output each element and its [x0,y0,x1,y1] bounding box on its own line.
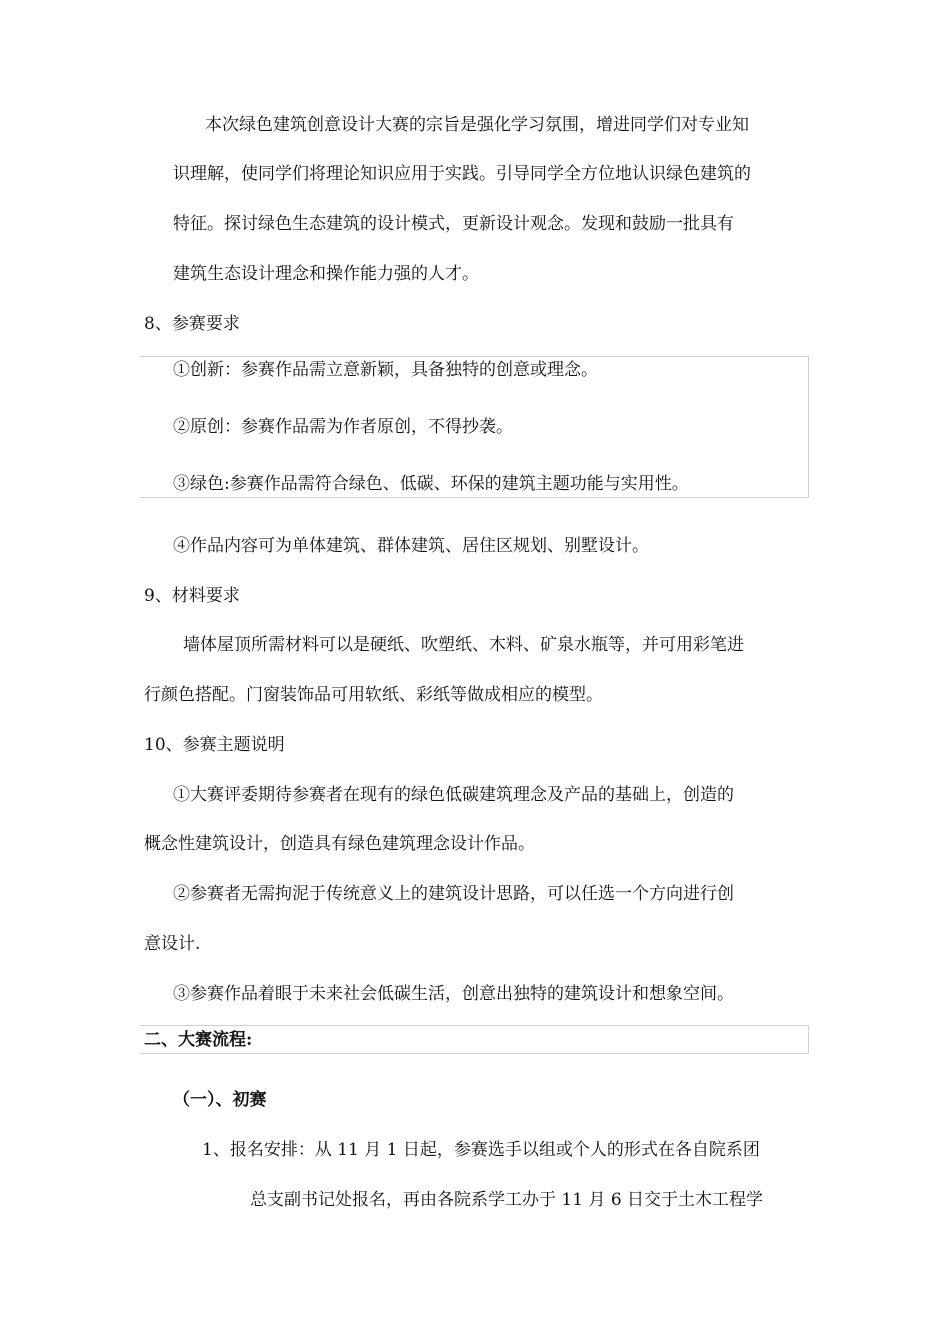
process-heading: 二、大赛流程: [144,1030,253,1050]
materials-line-2: 行颜色搭配。门窗装饰品可用软纸、彩纸等做成相应的模型。 [144,685,603,705]
section8-heading: 8、参赛要求 [144,314,240,334]
purpose-line-2: 识理解，使同学们将理论知识应用于实践。引导同学全方位地认识绿色建筑的 [173,164,751,184]
theme-line-2: 概念性建筑设计，创造具有绿色建筑理念设计作品。 [144,834,535,854]
requirement-item-3: ③绿色:参赛作品需符合绿色、低碳、环保的建筑主题功能与实用性。 [173,474,689,494]
theme-line-1: ①大赛评委期待参赛者在现有的绿色低碳建筑理念及产品的基础上，创造的 [173,785,734,805]
purpose-line-1: 本次绿色建筑创意设计大赛的宗旨是强化学习氛围，增进同学们对专业知 [205,115,749,135]
theme-line-5: ③参赛作品着眼于未来社会低碳生活，创意出独特的建筑设计和想象空间。 [173,984,734,1004]
requirement-item-4: ④作品内容可为单体建筑、群体建筑、居住区规划、别墅设计。 [173,536,649,556]
section9-heading: 9、材料要求 [144,586,240,606]
preliminary-heading: （一）、初赛 [173,1090,267,1110]
registration-line-2: 总支副书记处报名，再由各院系学工办于 11 月 6 日交于土木工程学 [250,1190,764,1210]
registration-line-1: 1、报名安排：从 11 月 1 日起，参赛选手以组或个人的形式在各自院系团 [202,1140,760,1160]
section10-heading: 10、参赛主题说明 [144,735,285,755]
requirement-item-1: ①创新：参赛作品需立意新颖，具备独特的创意或理念。 [173,360,598,380]
purpose-line-4: 建筑生态设计理念和操作能力强的人才。 [173,264,479,284]
requirement-item-2: ②原创：参赛作品需为作者原创，不得抄袭。 [173,417,513,437]
theme-line-3: ②参赛者无需拘泥于传统意义上的建筑设计思路，可以任选一个方向进行创 [173,884,734,904]
purpose-line-3: 特征。探讨绿色生态建筑的设计模式，更新设计观念。发现和鼓励一批具有 [173,214,734,234]
materials-line-1: 墙体屋顶所需材料可以是硬纸、吹塑纸、木料、矿泉水瓶等，并可用彩笔进 [183,635,744,655]
theme-line-4: 意设计. [144,934,201,954]
